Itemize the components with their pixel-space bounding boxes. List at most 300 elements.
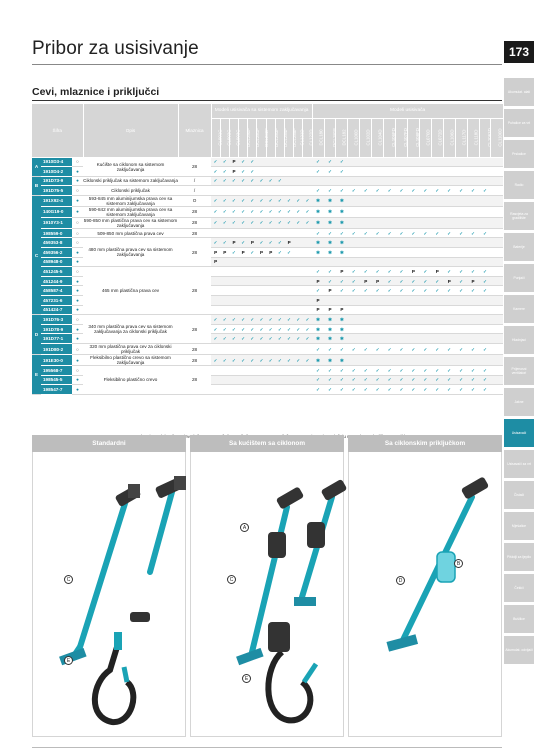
model-header: CL106D xyxy=(443,118,455,157)
section-title: Cevi, mlaznice i priključci xyxy=(32,86,160,98)
compat-cell: ✓ xyxy=(285,324,294,334)
compat-cell: P xyxy=(312,305,324,315)
compat-cell: ✓ xyxy=(324,385,336,395)
label-c-standard: C xyxy=(64,575,73,584)
bottom-rule xyxy=(32,747,502,748)
compat-cell xyxy=(348,167,360,177)
part-code: 458948-0 xyxy=(41,257,72,267)
compat-cell: ✓ xyxy=(248,315,257,325)
compat-cell: ✱ xyxy=(336,324,348,334)
side-tab[interactable]: Punjači xyxy=(504,264,534,292)
compat-cell: ✓ xyxy=(275,176,284,186)
model-header: CL1063D xyxy=(479,118,491,157)
compat-cell xyxy=(360,157,372,167)
compat-cell: ✓ xyxy=(443,366,455,376)
compat-cell: ✓ xyxy=(220,315,229,325)
compat-cell xyxy=(431,248,443,258)
compat-cell: ✱ xyxy=(324,334,336,344)
compat-cell: ✓ xyxy=(324,375,336,385)
compat-cell: ✓ xyxy=(239,206,248,217)
nozzle-diameter: / xyxy=(178,186,211,196)
compat-cell xyxy=(491,334,503,344)
side-tab[interactable]: Prskalice xyxy=(504,140,534,168)
compat-cell xyxy=(467,195,479,206)
compat-cell xyxy=(229,385,238,395)
compat-cell: ✓ xyxy=(312,228,324,238)
compat-cell: ✓ xyxy=(396,186,408,196)
compat-cell xyxy=(419,176,431,186)
compat-cell xyxy=(248,276,257,286)
compat-cell: ✓ xyxy=(419,385,431,395)
compat-cell xyxy=(360,176,372,186)
compat-cell: ✓ xyxy=(211,238,220,248)
model-header: CL107FD xyxy=(396,118,408,157)
compat-cell: ✓ xyxy=(324,228,336,238)
side-tab[interactable]: Usisavači xyxy=(504,419,534,447)
compat-cell: P xyxy=(443,276,455,286)
compat-cell xyxy=(431,305,443,315)
side-tab[interactable]: Jakne xyxy=(504,388,534,416)
compat-cell xyxy=(360,206,372,217)
compat-cell: ✓ xyxy=(455,267,467,277)
compat-cell xyxy=(455,334,467,344)
compat-cell: ✓ xyxy=(312,366,324,376)
compat-cell xyxy=(360,195,372,206)
part-code: 451245-5 xyxy=(41,267,72,277)
compat-cell: P xyxy=(336,305,348,315)
compat-cell xyxy=(348,217,360,228)
color-indicator: ● xyxy=(72,385,83,395)
compat-cell xyxy=(479,257,491,267)
compat-cell xyxy=(431,206,443,217)
compat-cell xyxy=(396,167,408,177)
compat-cell: ✓ xyxy=(431,344,443,355)
compat-cell: ✓ xyxy=(211,206,220,217)
compat-cell xyxy=(294,385,303,395)
compat-cell xyxy=(384,248,396,258)
compat-cell: ✓ xyxy=(455,228,467,238)
compat-cell: ✱ xyxy=(312,206,324,217)
compat-cell xyxy=(455,324,467,334)
compat-cell: ✓ xyxy=(266,334,275,344)
part-description: 480 mm plastična prava cev sa sistemom zaključavanja xyxy=(83,238,178,267)
compat-cell xyxy=(408,167,420,177)
compat-cell xyxy=(384,257,396,267)
compat-cell xyxy=(294,248,303,258)
compat-cell: ✓ xyxy=(248,167,257,177)
compat-cell xyxy=(396,257,408,267)
compat-cell: ✱ xyxy=(324,238,336,248)
vacuum-standard-1-image xyxy=(59,484,141,665)
compat-cell: ✓ xyxy=(266,176,275,186)
compat-cell xyxy=(220,375,229,385)
compat-cell: ✓ xyxy=(408,385,420,395)
compat-cell: ✓ xyxy=(303,334,312,344)
compat-cell xyxy=(431,257,443,267)
compat-cell: P xyxy=(467,276,479,286)
side-tab[interactable]: Hladnjaci xyxy=(504,326,534,354)
model-header: CL1100D xyxy=(491,118,503,157)
compat-cell: ✓ xyxy=(229,334,238,344)
compat-cell: ✓ xyxy=(348,385,360,395)
table-row xyxy=(32,206,503,217)
compat-cell xyxy=(211,228,220,238)
color-indicator: ● xyxy=(72,305,83,315)
compat-cell xyxy=(248,286,257,296)
color-indicator: ○ xyxy=(72,186,83,196)
part-code: 1910D3-4 xyxy=(41,157,72,167)
compat-cell: ✓ xyxy=(455,385,467,395)
compat-cell xyxy=(229,186,238,196)
compat-cell xyxy=(467,355,479,366)
compat-cell: ✓ xyxy=(384,228,396,238)
compat-cell: ✱ xyxy=(324,206,336,217)
compat-cell xyxy=(431,157,443,167)
compat-cell: ✓ xyxy=(257,355,266,366)
part-description: 590-850 mm plastična prava cev sa sistemom zaključavanja xyxy=(83,217,178,228)
compat-cell: ✓ xyxy=(360,186,372,196)
compat-cell xyxy=(348,248,360,258)
compat-cell: ✓ xyxy=(360,344,372,355)
table-row xyxy=(32,238,503,248)
compat-cell xyxy=(294,286,303,296)
compat-cell: ✓ xyxy=(266,238,275,248)
compat-cell: ✱ xyxy=(336,334,348,344)
compat-cell: ✓ xyxy=(336,186,348,196)
compat-cell xyxy=(229,375,238,385)
compat-cell xyxy=(479,334,491,344)
compat-cell xyxy=(220,344,229,355)
table-row xyxy=(32,366,503,376)
compat-cell xyxy=(396,157,408,167)
compat-cell xyxy=(384,238,396,248)
model-header: CL104D xyxy=(372,118,384,157)
part-code: 1910D4-2 xyxy=(41,167,72,177)
compat-cell: ✓ xyxy=(384,286,396,296)
compat-cell xyxy=(348,238,360,248)
part-code: 191D80-2 xyxy=(41,344,72,355)
label-e-cyclone: E xyxy=(242,674,251,683)
compat-cell xyxy=(303,305,312,315)
compat-cell xyxy=(294,366,303,376)
compat-cell xyxy=(266,344,275,355)
color-indicator: ● xyxy=(72,276,83,286)
compat-cell xyxy=(384,206,396,217)
compat-cell xyxy=(275,385,284,395)
compat-cell xyxy=(257,228,266,238)
side-tab[interactable]: Prijenosni ventilatori xyxy=(504,357,534,385)
compat-cell: ✱ xyxy=(312,195,324,206)
compat-cell xyxy=(491,167,503,177)
compat-cell: ✓ xyxy=(220,167,229,177)
side-tab[interactable]: Kamere xyxy=(504,295,534,323)
compat-cell xyxy=(491,276,503,286)
compat-cell: P xyxy=(408,267,420,277)
compat-cell xyxy=(491,157,503,167)
compat-cell xyxy=(491,248,503,258)
compat-cell: ✓ xyxy=(211,355,220,366)
compat-cell xyxy=(443,167,455,177)
side-tab-index xyxy=(504,78,534,667)
compat-cell xyxy=(248,344,257,355)
compat-cell: P xyxy=(312,296,324,306)
compat-cell xyxy=(431,167,443,177)
color-indicator: ● xyxy=(72,324,83,334)
compat-cell: ✓ xyxy=(419,366,431,376)
compat-cell xyxy=(408,296,420,306)
compat-cell xyxy=(229,296,238,306)
compat-cell: ✓ xyxy=(239,157,248,167)
compat-cell: ✓ xyxy=(211,217,220,228)
compat-cell: ✓ xyxy=(467,385,479,395)
compat-cell: P xyxy=(372,276,384,286)
side-tab[interactable]: Radio xyxy=(504,171,534,199)
group-letter: D xyxy=(32,315,41,355)
compat-cell xyxy=(348,305,360,315)
compat-cell xyxy=(360,315,372,325)
compat-cell: ✓ xyxy=(479,267,491,277)
compat-cell xyxy=(229,286,238,296)
compat-cell: ✓ xyxy=(443,385,455,395)
compat-cell xyxy=(360,248,372,258)
side-tab[interactable]: Puhalice za vrt xyxy=(504,109,534,137)
compat-cell xyxy=(248,385,257,395)
compat-cell xyxy=(303,385,312,395)
compat-cell xyxy=(491,305,503,315)
model-header: DCL180 xyxy=(312,118,324,157)
compat-cell: ✓ xyxy=(467,366,479,376)
part-code: 198545-5 xyxy=(41,375,72,385)
compat-cell xyxy=(285,228,294,238)
compat-cell xyxy=(285,176,294,186)
compat-cell xyxy=(372,296,384,306)
compat-cell: ✓ xyxy=(266,355,275,366)
compat-cell: ✓ xyxy=(455,276,467,286)
compat-cell xyxy=(285,267,294,277)
compat-cell xyxy=(384,195,396,206)
compat-cell xyxy=(220,385,229,395)
part-code: 191X92-4 xyxy=(41,195,72,206)
compat-cell: ✓ xyxy=(211,315,220,325)
compat-cell xyxy=(275,157,284,167)
compat-cell xyxy=(467,238,479,248)
side-tab[interactable]: Bušilice xyxy=(504,605,534,633)
compat-cell: ✓ xyxy=(248,206,257,217)
model-header: DCL281F xyxy=(248,118,257,157)
compat-cell: ✓ xyxy=(266,315,275,325)
compat-cell xyxy=(479,195,491,206)
compat-cell xyxy=(443,176,455,186)
compat-cell xyxy=(408,248,420,258)
compat-cell xyxy=(491,217,503,228)
compat-cell xyxy=(455,296,467,306)
compat-cell xyxy=(408,206,420,217)
compat-cell xyxy=(408,257,420,267)
compat-cell: ✱ xyxy=(312,238,324,248)
table-row xyxy=(32,195,503,206)
compat-cell xyxy=(257,167,266,177)
compat-cell xyxy=(239,296,248,306)
compat-cell: ✓ xyxy=(396,267,408,277)
compat-cell xyxy=(396,305,408,315)
compat-cell xyxy=(384,167,396,177)
side-tab[interactable]: Usisavači za vrt xyxy=(504,450,534,478)
compat-cell: ✓ xyxy=(257,238,266,248)
model-header: DCL285F xyxy=(285,118,294,157)
compat-cell xyxy=(294,257,303,267)
compat-cell xyxy=(336,296,348,306)
group-letter: B xyxy=(32,176,41,195)
compat-cell xyxy=(360,296,372,306)
compat-cell xyxy=(266,366,275,376)
side-tab[interactable]: Baterije xyxy=(504,233,534,261)
compat-cell: ✓ xyxy=(257,324,266,334)
compat-cell xyxy=(467,315,479,325)
part-description: Fleksibilno plastično crevo sa sistemom zaključavanja xyxy=(83,355,178,366)
compat-cell xyxy=(419,206,431,217)
side-tab[interactable]: Čekići xyxy=(504,574,534,602)
compat-cell xyxy=(220,276,229,286)
compat-cell xyxy=(294,176,303,186)
compat-cell xyxy=(285,344,294,355)
label-d-attachment: D xyxy=(396,576,405,585)
compat-cell xyxy=(443,206,455,217)
compat-cell: ✓ xyxy=(336,167,348,177)
compat-cell xyxy=(266,305,275,315)
compat-cell xyxy=(229,276,238,286)
compat-cell xyxy=(257,286,266,296)
compat-cell xyxy=(443,248,455,258)
compat-cell: ✓ xyxy=(396,344,408,355)
compat-cell: ✱ xyxy=(336,217,348,228)
compat-cell xyxy=(372,195,384,206)
compat-cell xyxy=(408,195,420,206)
part-code: 198559-0 xyxy=(41,228,72,238)
compat-cell: ✓ xyxy=(455,344,467,355)
compat-cell xyxy=(396,248,408,258)
compat-cell: ✓ xyxy=(479,385,491,395)
compat-cell xyxy=(384,217,396,228)
nozzle-diameter: 28 xyxy=(178,228,211,238)
model-header: DCL283F xyxy=(266,118,275,157)
compat-cell xyxy=(443,315,455,325)
compat-cell xyxy=(285,167,294,177)
compat-cell xyxy=(211,286,220,296)
compat-cell: ✓ xyxy=(248,248,257,258)
compat-cell xyxy=(419,195,431,206)
compat-cell xyxy=(285,305,294,315)
compat-cell xyxy=(455,315,467,325)
compat-cell xyxy=(491,257,503,267)
nozzle-diameter: 28 xyxy=(178,157,211,176)
compat-cell xyxy=(303,248,312,258)
compat-cell xyxy=(443,355,455,366)
compat-cell xyxy=(491,315,503,325)
compat-cell xyxy=(384,324,396,334)
table-row xyxy=(32,344,503,355)
compat-cell xyxy=(431,176,443,186)
compat-cell xyxy=(419,296,431,306)
panel-title-standard: Standardni xyxy=(32,435,186,452)
compat-cell: ✓ xyxy=(467,267,479,277)
compat-cell: ✓ xyxy=(336,276,348,286)
compat-cell: ✓ xyxy=(220,334,229,344)
compat-cell: ✱ xyxy=(312,355,324,366)
compat-cell: ✱ xyxy=(312,217,324,228)
compat-cell: P xyxy=(211,248,220,258)
panel-title-cyclone-body: Sa kućištem sa ciklonom xyxy=(190,435,344,452)
compat-cell xyxy=(257,257,266,267)
compat-cell: ✓ xyxy=(324,366,336,376)
color-indicator: ○ xyxy=(72,228,83,238)
compat-cell: ✓ xyxy=(312,286,324,296)
side-tab[interactable]: Akumulat. odvijači xyxy=(504,636,534,664)
compat-cell xyxy=(443,257,455,267)
compat-cell xyxy=(303,228,312,238)
compat-cell: ✓ xyxy=(348,267,360,277)
compat-cell xyxy=(491,206,503,217)
compat-cell: ✓ xyxy=(443,267,455,277)
compat-cell xyxy=(303,238,312,248)
compat-cell: ✓ xyxy=(396,366,408,376)
compat-cell: ✓ xyxy=(324,344,336,355)
compat-cell: ✓ xyxy=(431,375,443,385)
color-indicator: ● xyxy=(72,206,83,217)
side-tab[interactable]: Rasvjeta za gradilište xyxy=(504,202,534,230)
compat-cell xyxy=(285,157,294,167)
nozzle-diameter: O xyxy=(178,195,211,206)
compat-cell: ✓ xyxy=(348,186,360,196)
compat-cell: ✓ xyxy=(384,267,396,277)
compat-cell: ✓ xyxy=(419,344,431,355)
compat-cell xyxy=(324,176,336,186)
compat-cell: ✓ xyxy=(431,228,443,238)
part-code: 451244-9 xyxy=(41,276,72,286)
compat-cell xyxy=(455,355,467,366)
side-tab[interactable]: Akumulat. alati xyxy=(504,78,534,106)
compat-cell: ✱ xyxy=(336,238,348,248)
compat-cell: ✓ xyxy=(285,206,294,217)
compat-cell xyxy=(455,248,467,258)
part-description: 320 mm plastična prava cev za ciklonski priključak xyxy=(83,344,178,355)
compat-cell xyxy=(348,334,360,344)
compat-cell: ✓ xyxy=(384,385,396,395)
compat-cell xyxy=(384,157,396,167)
compat-cell xyxy=(275,305,284,315)
compat-cell xyxy=(348,176,360,186)
compat-cell: ✓ xyxy=(220,206,229,217)
nozzle-diameter: 28 xyxy=(178,366,211,395)
title-rule xyxy=(32,64,502,65)
side-tab[interactable]: Pištolji za ljepilo xyxy=(504,543,534,571)
compat-cell: ✓ xyxy=(248,157,257,167)
compat-cell xyxy=(455,206,467,217)
compat-cell: ✓ xyxy=(220,324,229,334)
compat-cell xyxy=(408,157,420,167)
compat-cell xyxy=(239,366,248,376)
side-tab[interactable]: Mješalice xyxy=(504,512,534,540)
compat-cell: ✓ xyxy=(443,286,455,296)
compat-cell: ✓ xyxy=(336,157,348,167)
side-tab[interactable]: Čistači xyxy=(504,481,534,509)
compat-cell: ✓ xyxy=(348,375,360,385)
compat-cell xyxy=(266,267,275,277)
compat-cell xyxy=(275,267,284,277)
model-header: DCL182 xyxy=(336,118,348,157)
header-group-lock-models: Modeli usisivača sa sistemom zaključavanja xyxy=(211,104,312,118)
compat-cell xyxy=(239,267,248,277)
compat-cell xyxy=(443,334,455,344)
